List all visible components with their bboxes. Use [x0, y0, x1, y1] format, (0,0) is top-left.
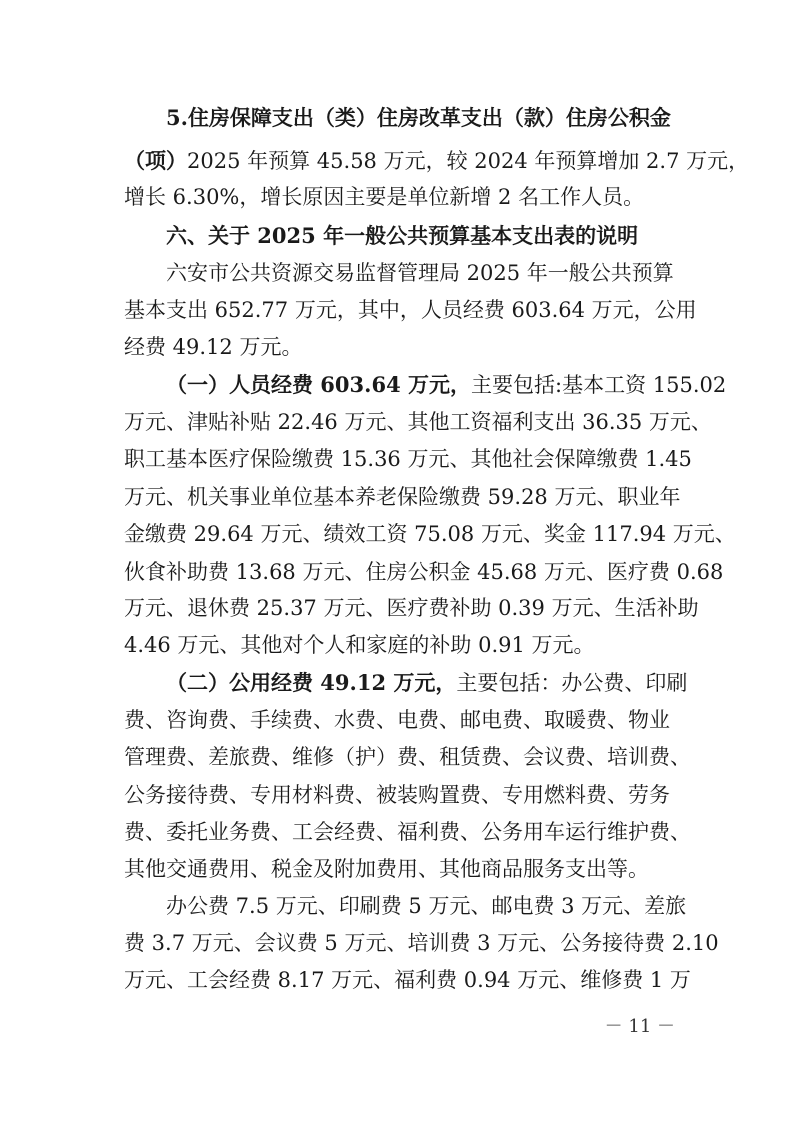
section6-line2: 基本支出 652.77 万元，其中，人员经费 603.64 万元，公用 — [124, 298, 697, 322]
personnel-line: 万元、津贴补贴 22.46 万元、其他工资福利支出 36.35 万元、 — [124, 410, 712, 434]
section5-heading-line1: 5.住房保障支出（类）住房改革支出（款）住房公积金 — [166, 105, 671, 130]
section5-line2 — [124, 141, 750, 181]
public-line: 其他交通费用、税金及附加费用、其他商品服务支出等。 — [124, 857, 649, 881]
public-heading: （二）公用经费 49.12 万元， — [166, 670, 457, 695]
section5-line3: 增长 6.30%，增长原因主要是单位新增 2 名工作人员。 — [124, 185, 645, 209]
public-line: 费、委托业务费、工会经费、福利费、公务用车运行维护费、 — [124, 820, 691, 844]
personnel-line1 — [166, 365, 727, 405]
detail-line: 费 3.7 万元、会议费 5 万元、培训费 3 万元、公务接待费 2.10 — [124, 931, 719, 955]
personnel-line: 伙食补助费 13.68 万元、住房公积金 45.68 万元、医疗费 0.68 — [124, 560, 724, 584]
public-line1-text: 主要包括：办公费、印刷 — [456, 671, 688, 695]
section5-heading-item: （项） — [124, 148, 187, 173]
personnel-line1-text: 主要包括:基本工资 155.02 — [471, 373, 727, 397]
public-line: 公务接待费、专用材料费、被装购置费、专用燃料费、劳务 — [124, 783, 670, 807]
personnel-line: 职工基本医疗保险缴费 15.36 万元、其他社会保障缴费 1.45 — [124, 447, 692, 471]
section6-heading: 六、关于 2025 年一般公共预算基本支出表的说明 — [166, 223, 639, 248]
personnel-line: 金缴费 29.64 万元、绩效工资 75.08 万元、奖金 117.94 万元、 — [124, 522, 736, 546]
detail-line: 办公费 7.5 万元、印刷费 5 万元、邮电费 3 万元、差旅 — [166, 894, 687, 918]
personnel-line: 万元、退休费 25.37 万元、医疗费补助 0.39 万元、生活补助 — [124, 596, 699, 620]
personnel-line: 万元、机关事业单位基本养老保险缴费 59.28 万元、职业年 — [124, 485, 681, 509]
public-line1 — [166, 663, 688, 703]
detail-line: 万元、工会经费 8.17 万元、福利费 0.94 万元、维修费 1 万 — [124, 968, 691, 992]
personnel-heading: （一）人员经费 603.64 万元， — [166, 372, 471, 397]
section6-line1: 六安市公共资源交易监督管理局 2025 年一般公共预算 — [166, 261, 674, 285]
page-number: － 11 － — [604, 1016, 675, 1037]
public-line: 费、咨询费、手续费、水费、电费、邮电费、取暖费、物业 — [124, 708, 670, 732]
personnel-line: 4.46 万元、其他对个人和家庭的补助 0.91 万元。 — [124, 633, 595, 657]
public-line: 管理费、差旅费、维修（护）费、租赁费、会议费、培训费、 — [124, 745, 691, 769]
section6-line3: 经费 49.12 万元。 — [124, 335, 303, 359]
section5-line2-text: 2025 年预算 45.58 万元，较 2024 年预算增加 2.7 万元， — [187, 149, 750, 173]
